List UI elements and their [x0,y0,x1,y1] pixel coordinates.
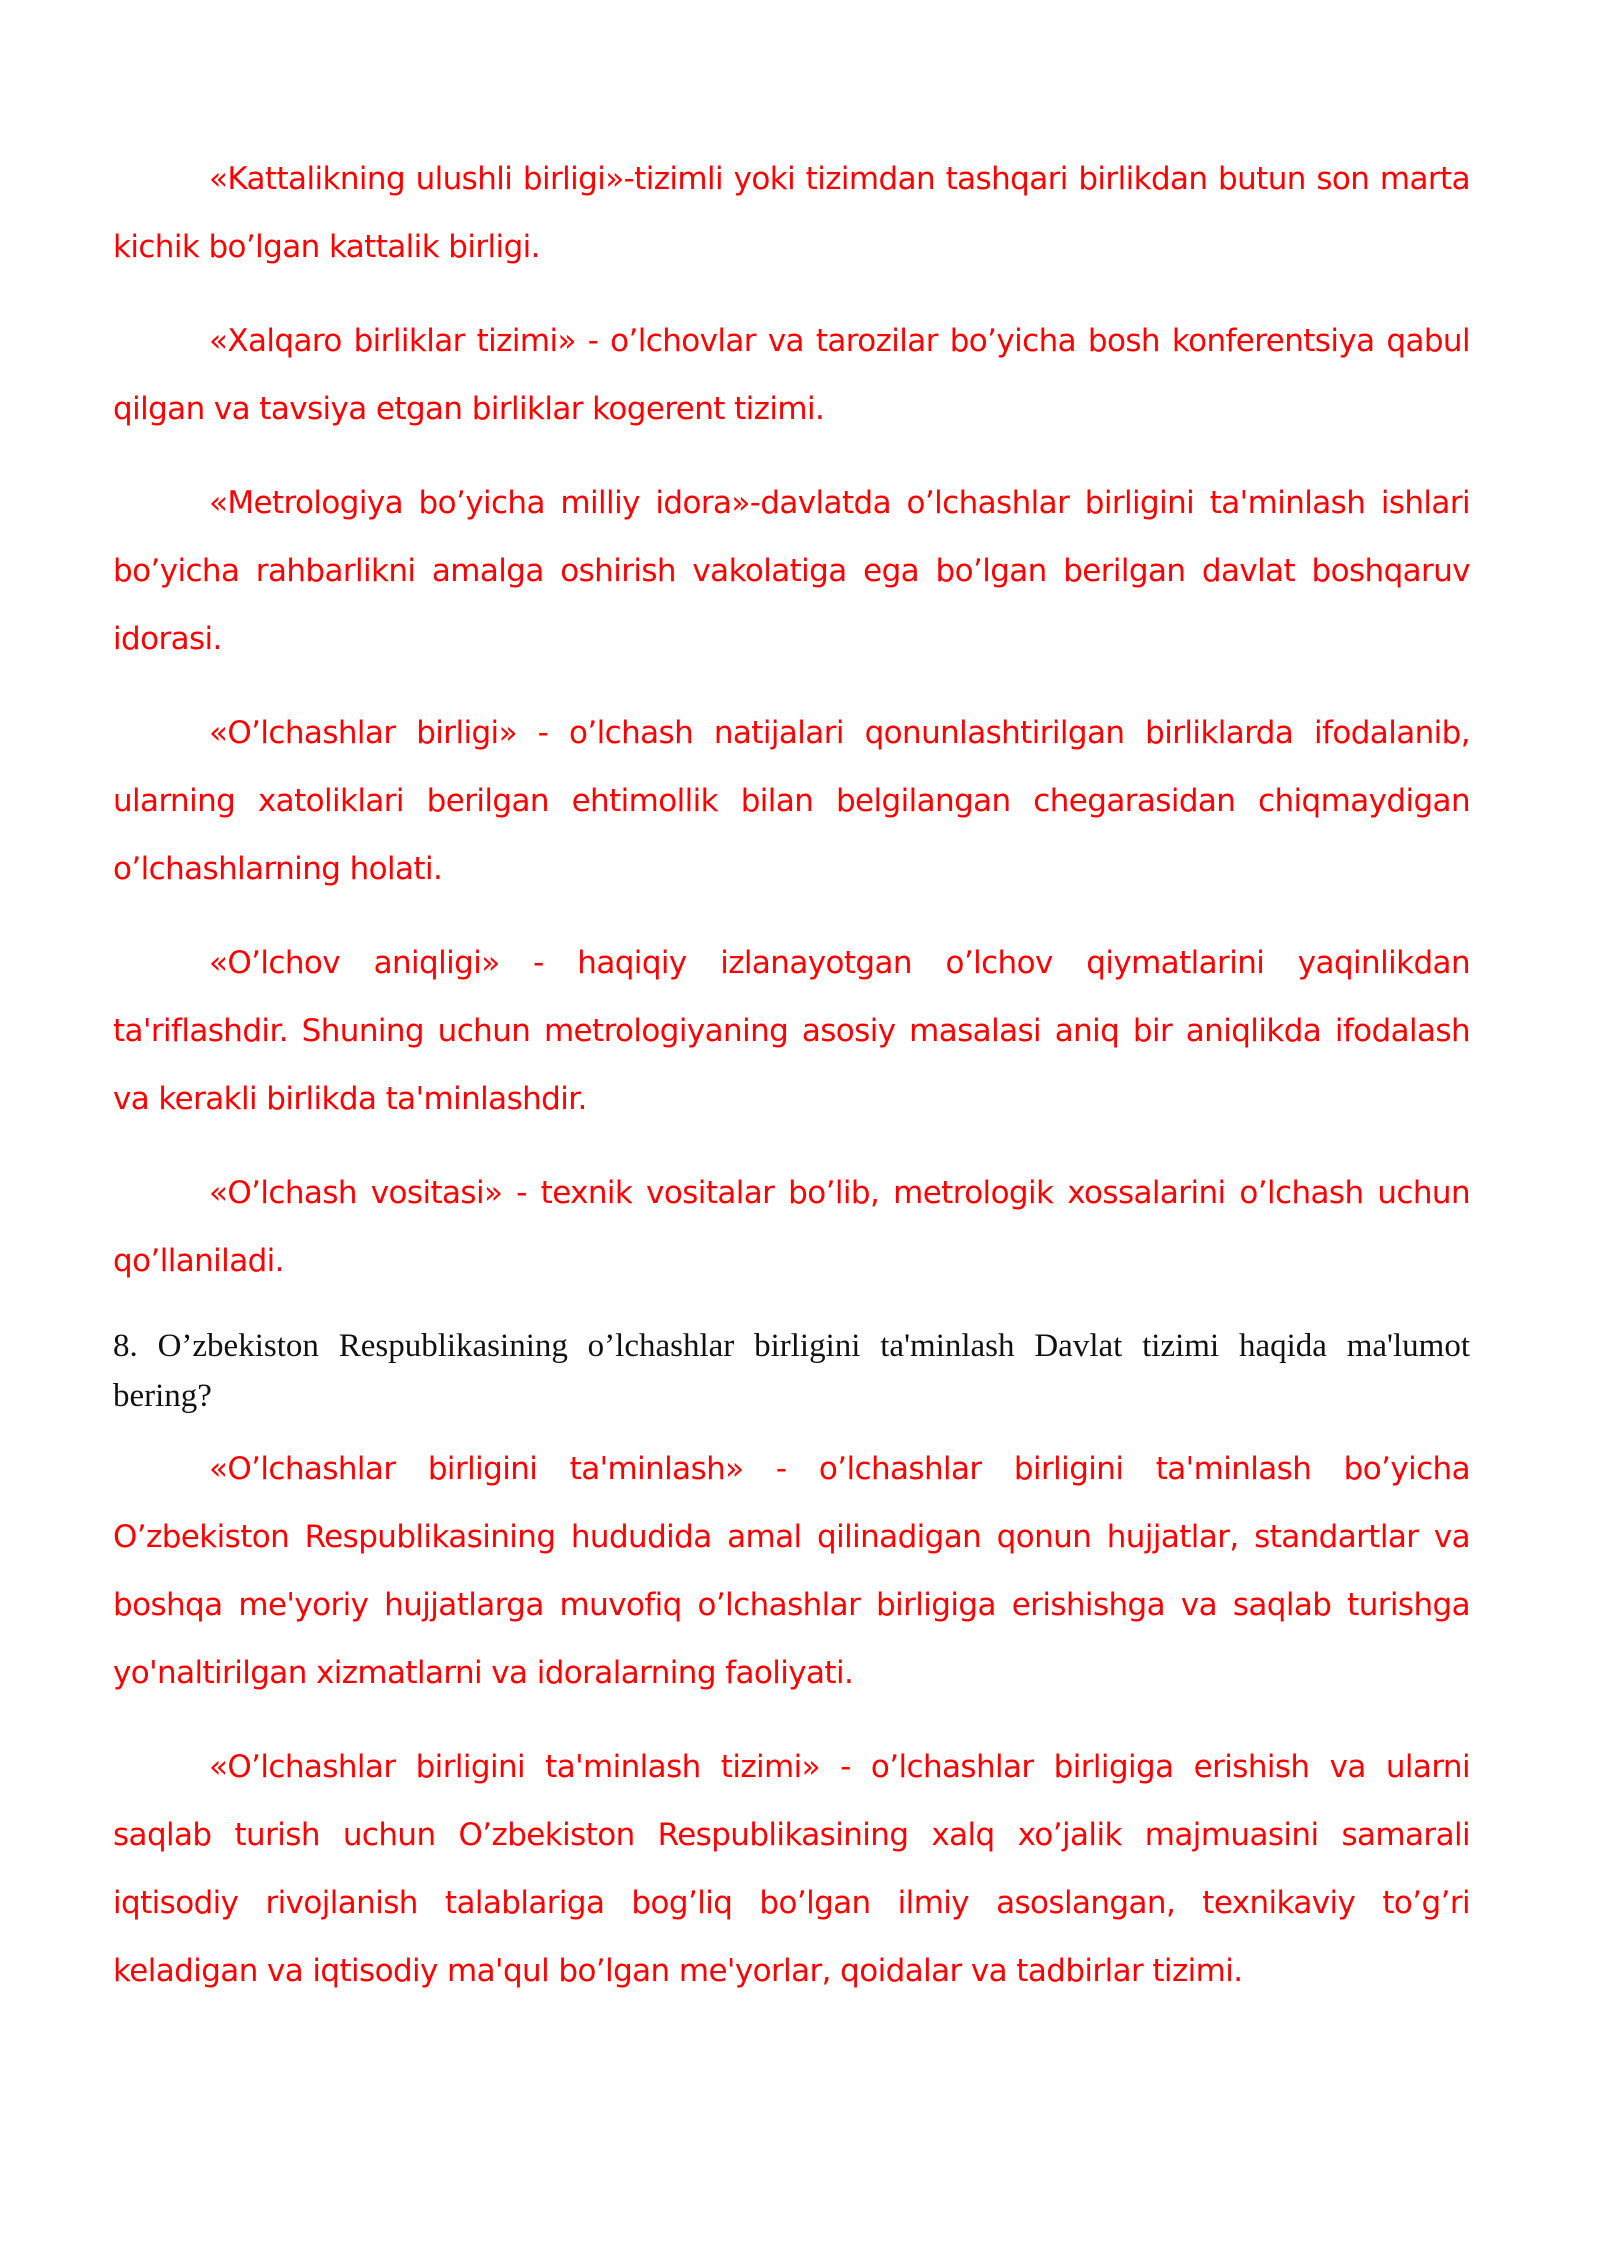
document-page [113,145,1470,2031]
definition-paragraph: «Kattalikning ulushli birligi»-tizimli yoki tizimdan tashqari birlikdan butun son marta kichik bo’lgan kattalik birligi. [113,161,1470,265]
question-heading: 8. O’zbekiston Respublikasining o’lchashlar birligini ta'minlash Davlat tizimi haqida ma'lumot bering? [113,1328,1470,1414]
definition-paragraph: «O’lchov aniqligi» - haqiqiy izlanayotgan o’lchov qiymatlarini yaqinlikdan ta'riflashdir. Shuning uchun metrologiyaning asosiy masalasi aniq bir aniqlikda ifodalash va kerakli birlikda ta'minlashdir. [113,945,1470,1117]
definition-paragraph: «O’lchashlar birligi» - o’lchash natijalari qonunlashtirilgan birliklarda ifodalanib, ularning xatoliklari berilgan ehtimollik bilan belgilangan chegarasidan chiqmaydigan o’lchashlarning holati. [113,715,1470,887]
definition-paragraph: «O’lchashlar birligini ta'minlash» - o’lchashlar birligini ta'minlash bo’yicha O’zbekiston Respublikasining hududida amal qilinadigan qonun hujjatlar, standartlar va boshqa me'yoriy hujjatlarga muvofiq o’lchashlar birligiga erishishga va saqlab turishga yo'naltirilgan xizmatlarni va idoralarning faoliyati. [113,1451,1470,1691]
definition-paragraph: «O’lchashlar birligini ta'minlash tizimi» - o’lchashlar birligiga erishish va ularni saqlab turish uchun O’zbekiston Respublikasining xalq xo’jalik majmuasini samarali iqtisodiy rivojlanish talablariga bog’liq bo’lgan ilmiy asoslangan, texnikaviy to’g’ri keladigan va iqtisodiy ma'qul bo’lgan me'yorlar, qoidalar va tadbirlar tizimi. [113,1749,1470,1989]
definition-paragraph: «Metrologiya bo’yicha milliy idora»-davlatda o’lchashlar birligini ta'minlash ishlari bo’yicha rahbarlikni amalga oshirish vakolatiga ega bo’lgan berilgan davlat boshqaruv idorasi. [113,485,1470,657]
definition-paragraph: «O’lchash vositasi» - texnik vositalar bo’lib, metrologik xossalarini o’lchash uchun qo’llaniladi. [113,1175,1470,1279]
definition-paragraph: «Xalqaro birliklar tizimi» - o’lchovlar va tarozilar bo’yicha bosh konferentsiya qabul qilgan va tavsiya etgan birliklar kogerent tizimi. [113,323,1470,427]
